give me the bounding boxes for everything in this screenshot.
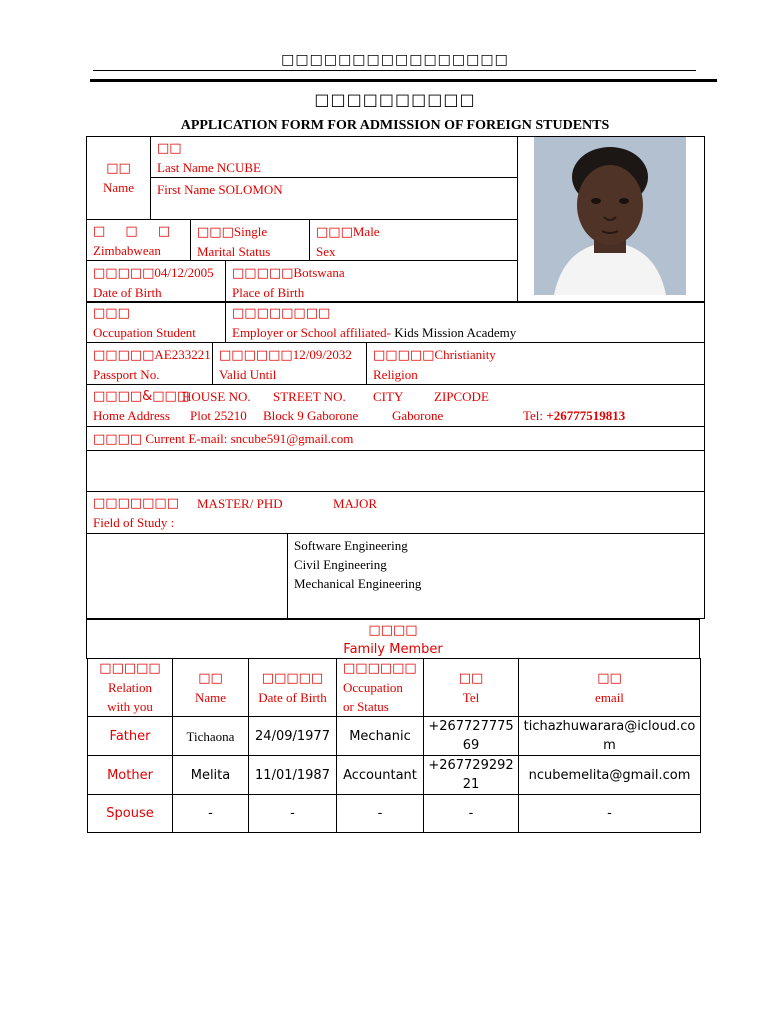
university-title: □□□□□□□□□□□□□□□□ xyxy=(281,52,509,68)
passport-label-en: Passport No. xyxy=(93,367,160,382)
occupation-value[interactable]: Student xyxy=(156,325,196,340)
family-title-cn: □□□□ xyxy=(368,623,418,638)
sex-cell xyxy=(309,219,518,261)
member-dob-cell[interactable]: 24/09/1977 xyxy=(249,717,337,756)
family-table xyxy=(87,658,701,833)
major-label: MAJOR xyxy=(333,496,378,511)
address-cell xyxy=(86,384,705,427)
marital-cell xyxy=(190,219,310,261)
header-dob: □□□□□ Date of Birth xyxy=(249,659,337,717)
name-label-cell xyxy=(86,136,151,220)
empty-row xyxy=(86,450,705,492)
family-header-row xyxy=(88,659,701,717)
employer-label-cn: □□□□□□□□ xyxy=(232,306,331,321)
zipcode-label: ZIPCODE xyxy=(434,389,489,404)
study-level-cell xyxy=(86,533,288,619)
religion-label-en: Religion xyxy=(373,367,418,382)
member-tel-cell[interactable]: - xyxy=(424,795,519,833)
religion-label-cn: □□□□□ xyxy=(373,348,435,363)
address-label-cn: □□□□&□□□ xyxy=(93,389,190,404)
member-occupation-cell[interactable]: Accountant xyxy=(337,756,424,795)
member-email-cell[interactable]: ncubemelita@gmail.com xyxy=(519,756,701,795)
family-title-cell xyxy=(86,619,700,659)
last-name-value[interactable]: NCUBE xyxy=(216,160,261,175)
occupation-label-en: Occupation xyxy=(93,325,153,340)
study-label-cn: □□□□□□□ xyxy=(93,496,179,511)
header-tel: □□ Tel xyxy=(424,659,519,717)
study-label-en: Field of Study : xyxy=(93,515,175,530)
passport-cell xyxy=(86,342,213,385)
pob-label-cn: □□□□□ xyxy=(232,266,294,281)
first-name-label: First Name xyxy=(157,182,216,197)
email-cell xyxy=(86,426,705,451)
pob-cell xyxy=(225,260,518,302)
member-email-cell[interactable]: - xyxy=(519,795,701,833)
member-dob-cell[interactable]: - xyxy=(249,795,337,833)
sex-label-en: Sex xyxy=(316,244,336,259)
religion-value[interactable]: Christianity xyxy=(434,347,496,362)
last-name-label: Last Name xyxy=(157,160,214,175)
city-value[interactable]: Gaborone xyxy=(392,408,444,423)
marital-label-cn: □□□ xyxy=(197,225,234,240)
valid-label-cn: □□□□□□ xyxy=(219,348,293,363)
header-name: □□ Name xyxy=(173,659,249,717)
applicant-photo xyxy=(534,137,686,295)
marital-value[interactable]: Single xyxy=(233,224,268,239)
header-rule-thick xyxy=(90,79,717,82)
header-rule-thin xyxy=(93,70,696,71)
table-row xyxy=(88,756,701,795)
table-row xyxy=(88,795,701,833)
dob-cell xyxy=(86,260,226,302)
occupation-label-cn: □□□ xyxy=(93,306,130,321)
header-occupation: □□□□□□ Occupation or Status xyxy=(337,659,424,717)
header-email: □□ email xyxy=(519,659,701,717)
member-name-cell[interactable]: Tichaona xyxy=(173,717,249,756)
member-occupation-cell[interactable]: Mechanic xyxy=(337,717,424,756)
valid-value[interactable]: 12/09/2032 xyxy=(292,347,352,362)
employer-value[interactable]: Kids Mission Academy xyxy=(394,325,517,340)
street-value[interactable]: Block 9 Gaborone xyxy=(263,408,359,423)
majors-cell xyxy=(287,533,705,619)
family-title-en: Family Member xyxy=(343,642,443,657)
dob-label-cn: □□□□□ xyxy=(93,266,155,281)
dob-value[interactable]: 04/12/2005 xyxy=(154,265,214,280)
portrait-image xyxy=(534,137,686,295)
employer-label-en: Employer or School affiliated- xyxy=(232,325,391,340)
email-label-en: Current E-mail: xyxy=(145,431,228,446)
nationality-label-cn: □ □ □ xyxy=(93,224,179,239)
member-tel-cell[interactable]: +26772777569 xyxy=(424,717,519,756)
major-item[interactable]: Mechanical Engineering xyxy=(294,576,422,591)
address-label-en: Home Address xyxy=(93,408,170,423)
member-name-cell[interactable]: Melita xyxy=(173,756,249,795)
member-tel-cell[interactable]: +26772929221 xyxy=(424,756,519,795)
form-title-cn: □□□□□□□□□□ xyxy=(314,90,476,109)
employer-cell xyxy=(225,301,705,343)
member-dob-cell[interactable]: 11/01/1987 xyxy=(249,756,337,795)
name-label-en: Name xyxy=(102,180,135,195)
valid-label-en: Valid Until xyxy=(219,367,277,382)
header-relation: □□□□□ Relation with you xyxy=(88,659,173,717)
email-label-cn: □□□□ xyxy=(93,432,143,447)
religion-cell xyxy=(366,342,705,385)
field-of-study-cell xyxy=(86,491,705,534)
tel-label: Tel: xyxy=(523,408,544,423)
relation-cell: Father xyxy=(88,717,173,756)
form-title-en: APPLICATION FORM FOR ADMISSION OF FOREIGN STUDENTS xyxy=(180,118,610,133)
street-no-label: STREET NO. xyxy=(273,389,346,404)
email-value[interactable]: sncube591@gmail.com xyxy=(230,431,354,446)
tel-value[interactable]: +26777519813 xyxy=(546,408,626,423)
member-name-cell[interactable]: - xyxy=(173,795,249,833)
first-name-cell xyxy=(150,177,518,220)
name-small-cn: □□ xyxy=(157,141,182,156)
valid-cell xyxy=(212,342,367,385)
dob-label-en: Date of Birth xyxy=(93,285,162,300)
marital-label-en: Marital Status xyxy=(197,244,271,259)
city-label: CITY xyxy=(373,389,404,404)
table-row xyxy=(88,717,701,756)
nationality-value[interactable]: Zimbabwean xyxy=(93,243,161,258)
last-name-cell xyxy=(150,136,518,178)
sex-value[interactable]: Male xyxy=(352,224,380,239)
member-occupation-cell[interactable]: - xyxy=(337,795,424,833)
member-email-cell[interactable]: tichazhuwarara@icloud.com xyxy=(519,717,701,756)
sex-label-cn: □□□ xyxy=(316,225,353,240)
occupation-cell xyxy=(86,301,226,343)
name-label-cn: □□ xyxy=(106,161,131,176)
master-phd-label: MASTER/ PHD xyxy=(197,496,283,511)
nationality-cell xyxy=(86,219,191,261)
major-item[interactable]: Civil Engineering xyxy=(294,557,387,572)
pob-label-en: Place of Birth xyxy=(232,285,305,300)
house-no-label: HOUSE NO. xyxy=(182,389,251,404)
first-name-value[interactable]: SOLOMON xyxy=(218,182,283,197)
relation-cell: Spouse xyxy=(88,795,173,833)
relation-cell: Mother xyxy=(88,756,173,795)
major-item[interactable]: Software Engineering xyxy=(294,538,408,553)
passport-label-cn: □□□□□ xyxy=(93,348,155,363)
passport-value[interactable]: AE233221 xyxy=(154,347,211,362)
pob-value[interactable]: Botswana xyxy=(293,265,345,280)
house-value[interactable]: Plot 25210 xyxy=(190,408,247,423)
